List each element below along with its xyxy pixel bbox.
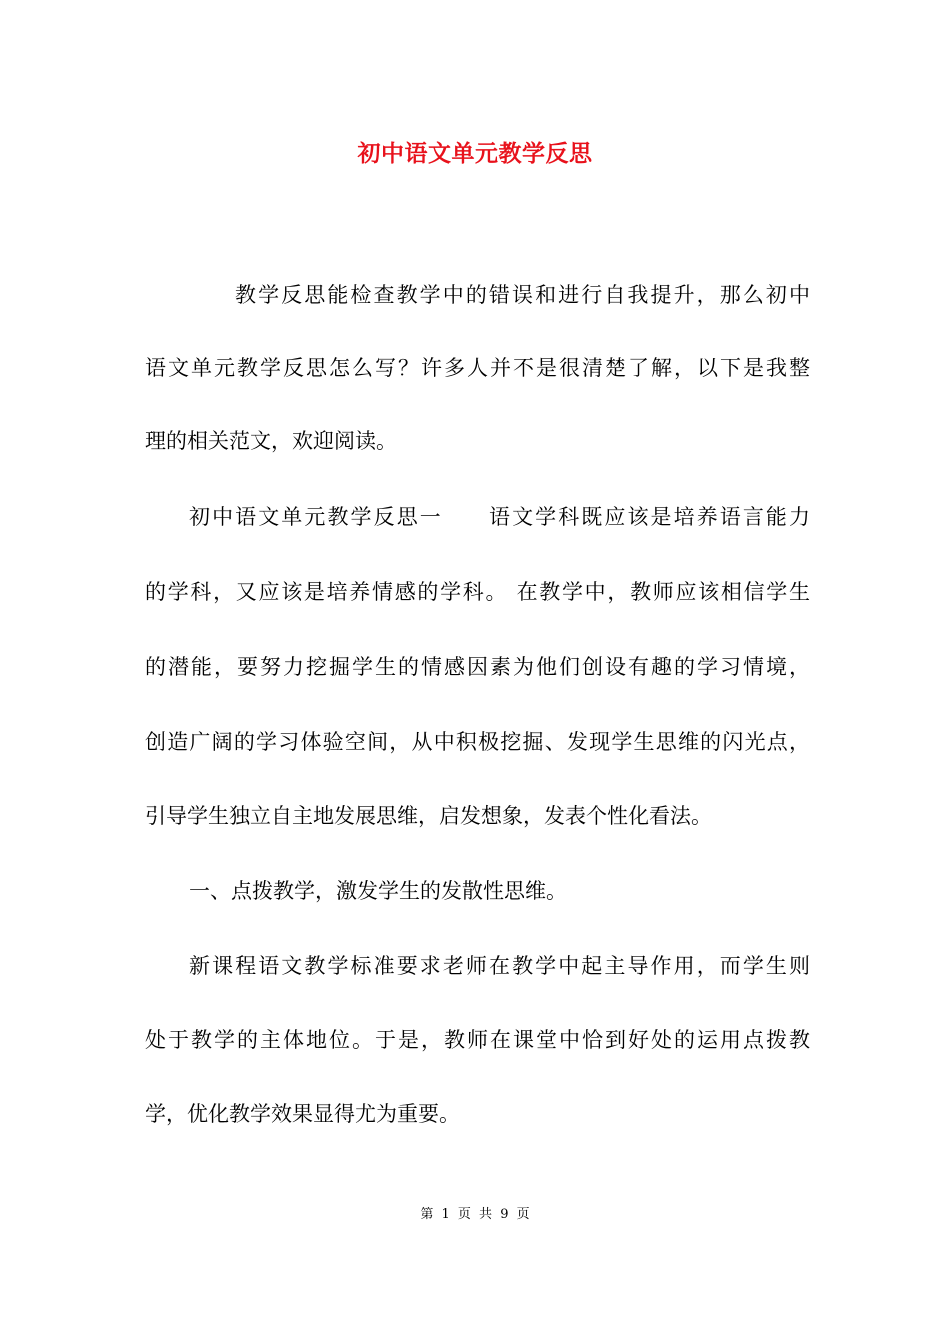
paragraph-line: 理的相关范文，欢迎阅读。 xyxy=(145,429,397,453)
paragraph-line: 引导学生独立自主地发展思维，启发想象，发表个性化看法。 xyxy=(145,804,712,828)
paragraph-line: 创造广阔的学习体验空间，从中积极挖掘、发现学生思维的闪光点， xyxy=(145,730,810,754)
paragraph-line: 教学反思能检查教学中的错误和进行自我提升，那么初中 xyxy=(235,283,810,307)
document-title: 初中语文单元教学反思 xyxy=(357,140,593,167)
paragraph-line: 语文单元教学反思怎么写？许多人并不是很清楚了解，以下是我整 xyxy=(145,356,810,380)
paragraph-line: 处于教学的主体地位。于是，教师在课堂中恰到好处的运用点拨教 xyxy=(145,1028,810,1052)
paragraph-line: 的学科，又应该是培养情感的学科。 在教学中，教师应该相信学生 xyxy=(145,580,810,604)
paragraph-line: 的潜能，要努力挖掘学生的情感因素为他们创设有趣的学习情境， xyxy=(145,655,810,679)
paragraph-line: 新课程语文教学标准要求老师在教学中起主导作用，而学生则 xyxy=(189,954,810,978)
paragraph-line: 学，优化教学效果显得尤为重要。 xyxy=(145,1102,460,1126)
page-footer: 第 1 页 共 9 页 xyxy=(420,1207,530,1222)
section-heading: 一、点拨教学，激发学生的发散性思维。 xyxy=(189,879,567,903)
paragraph-line: 初中语文单元教学反思一 语文学科既应该是培养语言能力 xyxy=(189,505,810,529)
